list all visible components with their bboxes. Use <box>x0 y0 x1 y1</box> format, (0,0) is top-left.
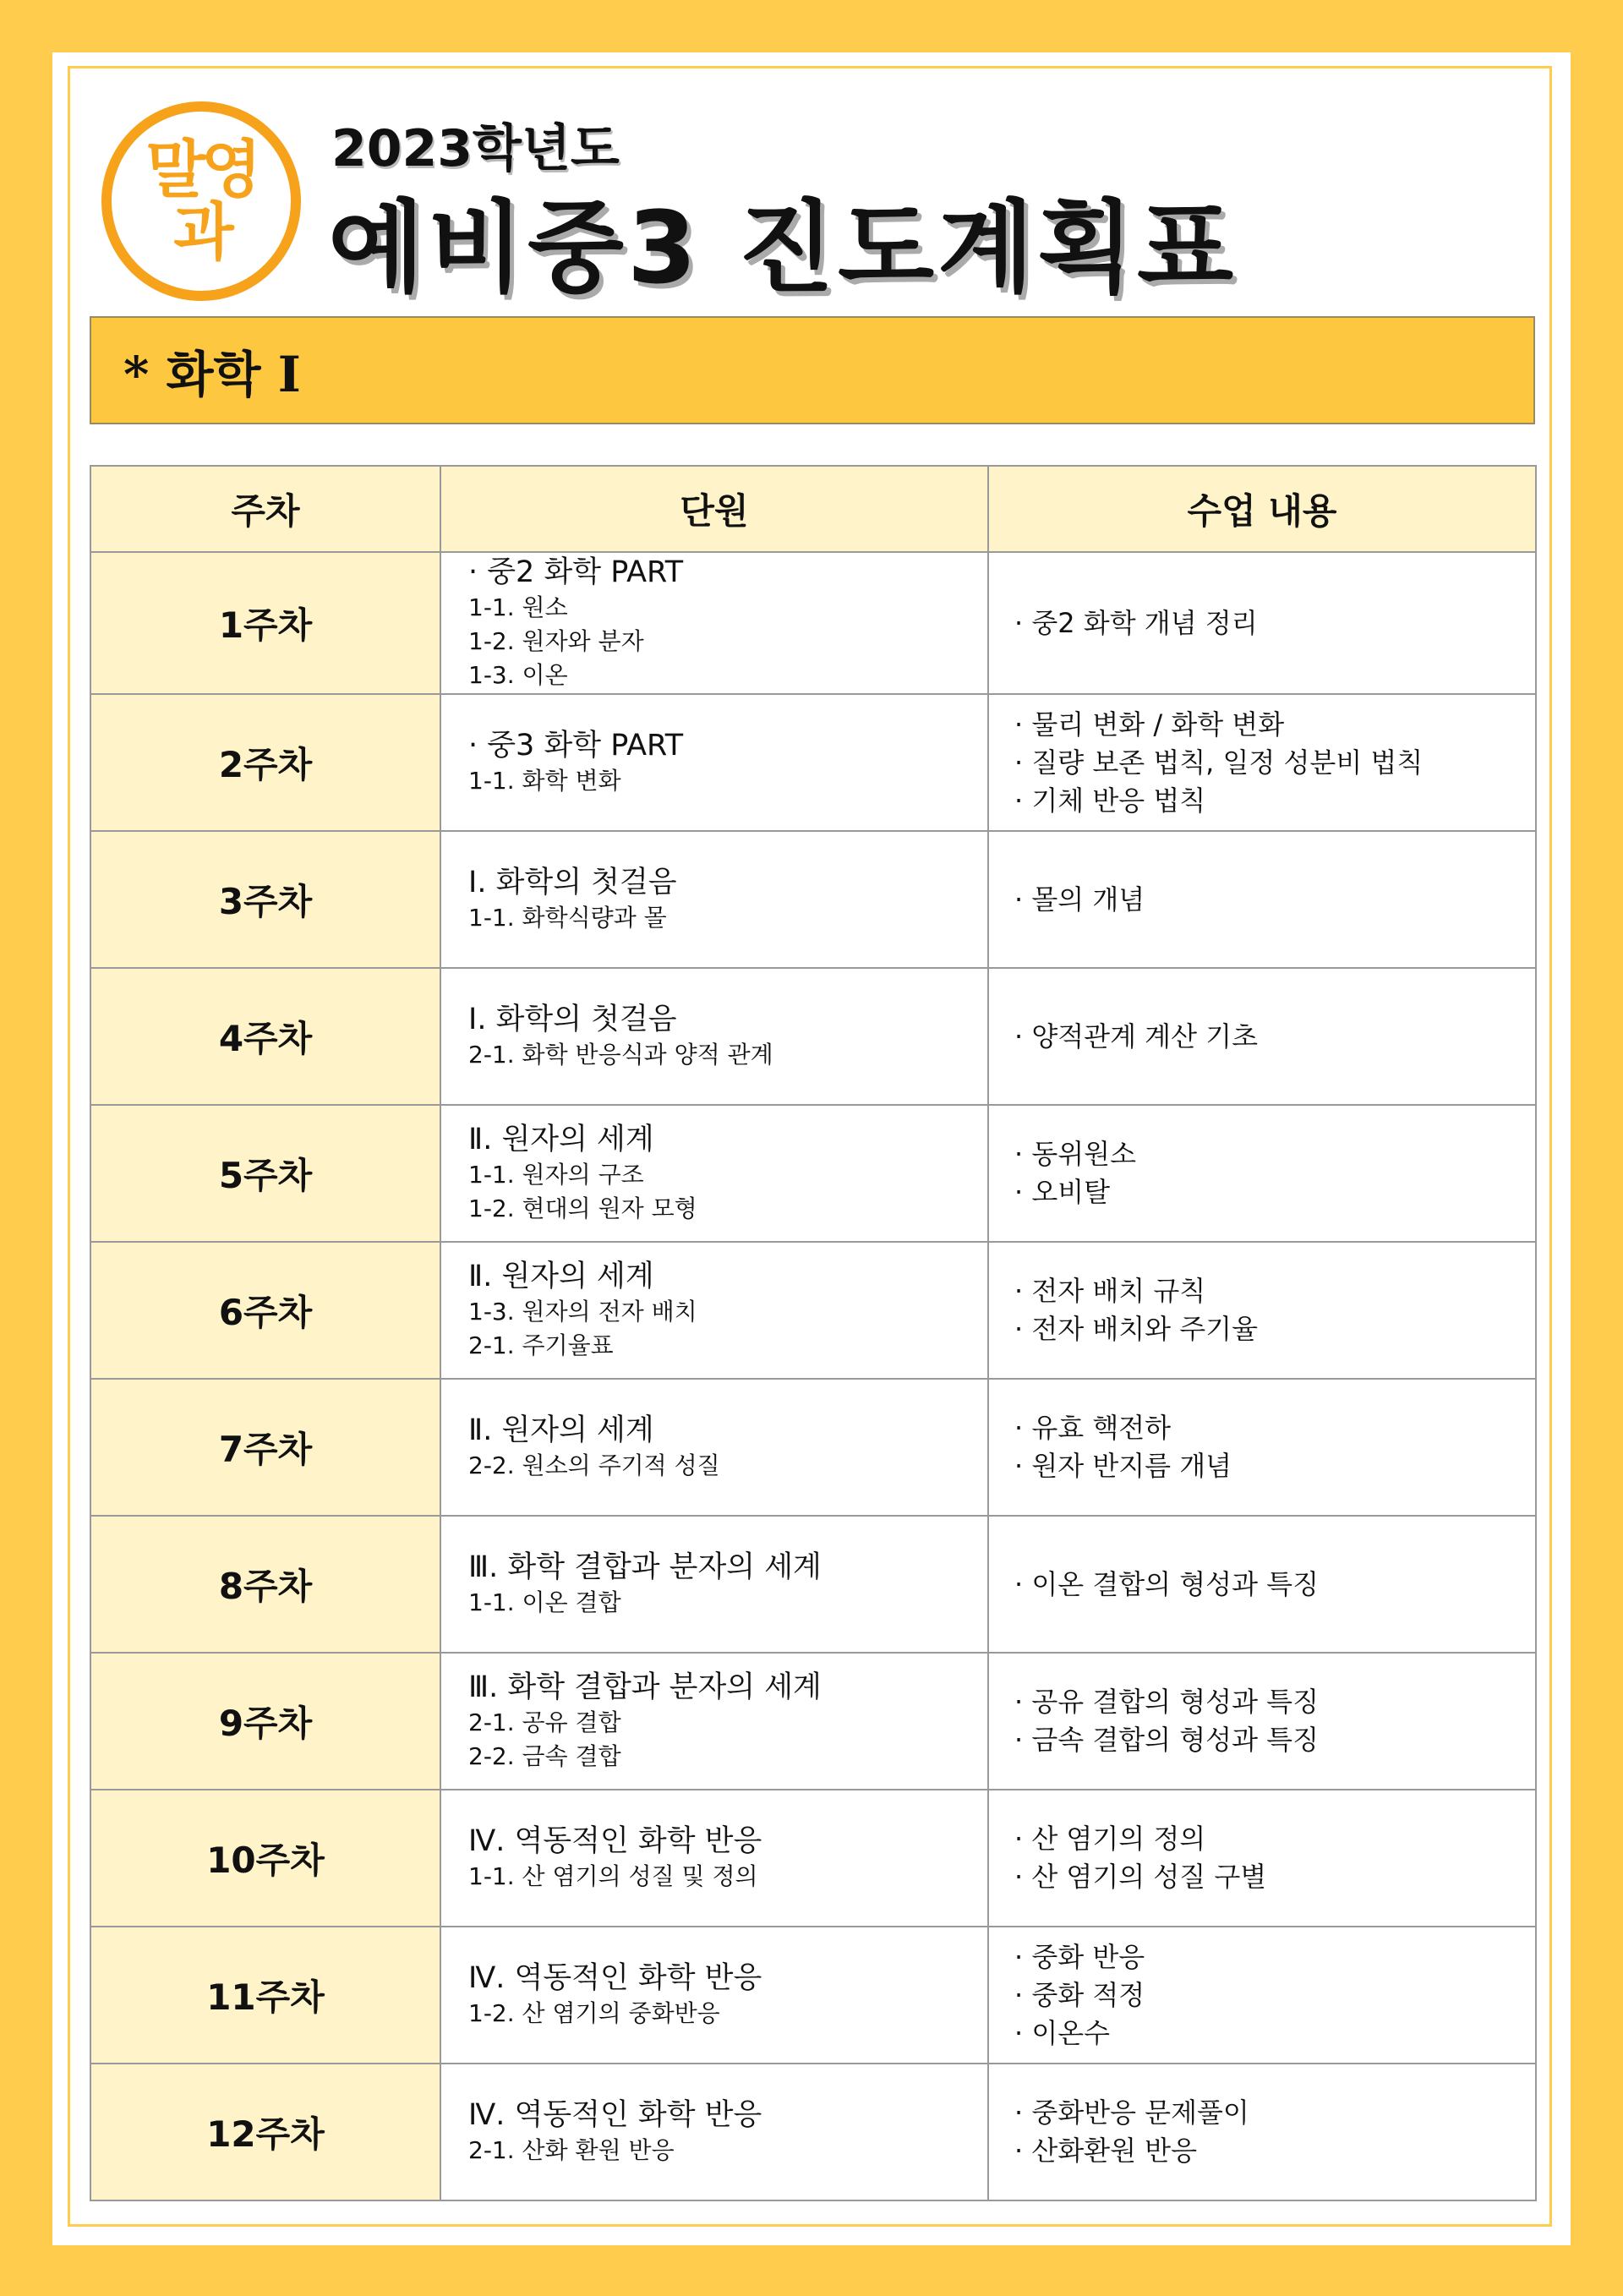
unit-title: Ⅲ. 화학 결합과 분자의 세계 <box>468 1550 822 1584</box>
content-cell <box>988 831 1536 968</box>
unit-cell <box>440 1653 988 1790</box>
unit-title: · 중3 화학 PART <box>468 729 684 763</box>
content-cell <box>988 1105 1536 1242</box>
table-row <box>90 1379 1536 1516</box>
content-cell <box>988 552 1536 694</box>
unit-title: Ⅲ. 화학 결합과 분자의 세계 <box>468 1670 822 1704</box>
table-row <box>90 831 1536 968</box>
table-row <box>90 1927 1536 2064</box>
unit-item: 1-1. 화학식량과 몰 <box>468 904 667 932</box>
unit-cell <box>440 1790 988 1927</box>
unit-item: 2-2. 금속 결합 <box>468 1742 621 1770</box>
content-cell <box>988 1653 1536 1790</box>
subject-bar <box>90 316 1535 424</box>
unit-title: Ⅰ. 화학의 첫걸음 <box>468 866 677 899</box>
header-week: 주차 <box>90 466 440 552</box>
logo <box>101 101 301 301</box>
schedule-table <box>90 465 1537 2201</box>
unit-title: Ⅱ. 원자의 세계 <box>468 1123 654 1156</box>
content-item: · 몰의 개념 <box>1014 883 1145 916</box>
unit-item: 1-1. 이온 결합 <box>468 1588 621 1616</box>
unit-item: 1-3. 이온 <box>468 661 568 689</box>
content-item: · 중화반응 문제풀이 <box>1014 2096 1249 2129</box>
header-unit: 단원 <box>440 466 988 552</box>
content-item: · 산 염기의 성질 구별 <box>1014 1861 1267 1893</box>
unit-item: 2-1. 산화 환원 반응 <box>468 2136 675 2164</box>
week-cell: 12주차 <box>90 2064 440 2200</box>
table-row <box>90 2064 1536 2200</box>
header-content: 수업 내용 <box>988 466 1536 552</box>
content-item: · 중화 적정 <box>1014 1978 1145 2011</box>
content-item: · 양적관계 계산 기초 <box>1014 1020 1258 1052</box>
table-body <box>90 552 1536 2200</box>
table-row <box>90 1790 1536 1927</box>
content-cell <box>988 968 1536 1105</box>
week-cell: 11주차 <box>90 1927 440 2064</box>
week-cell: 6주차 <box>90 1242 440 1379</box>
unit-item: 1-1. 원자의 구조 <box>468 1161 644 1189</box>
unit-cell <box>440 1379 988 1516</box>
week-cell: 8주차 <box>90 1516 440 1653</box>
unit-cell <box>440 831 988 968</box>
content-item: · 오비탈 <box>1014 1176 1111 1208</box>
content-item: · 기체 반응 법칙 <box>1014 784 1206 817</box>
unit-title: Ⅳ. 역동적인 화학 반응 <box>468 1824 762 1858</box>
table-row <box>90 694 1536 831</box>
unit-title: · 중2 화학 PART <box>468 555 684 589</box>
table-row <box>90 1516 1536 1653</box>
content-cell <box>988 1379 1536 1516</box>
unit-item: 2-1. 주기율표 <box>468 1331 614 1359</box>
content-item: · 유효 핵전하 <box>1014 1412 1172 1444</box>
unit-item: 1-1. 원소 <box>468 593 568 621</box>
unit-cell <box>440 1516 988 1653</box>
content-cell <box>988 2064 1536 2200</box>
unit-cell <box>440 2064 988 2200</box>
unit-title: Ⅱ. 원자의 세계 <box>468 1260 654 1293</box>
unit-item: 2-1. 공유 결합 <box>468 1708 621 1736</box>
week-cell: 7주차 <box>90 1379 440 1516</box>
content-cell <box>988 1790 1536 1927</box>
content-item: · 공유 결합의 형성과 특징 <box>1014 1686 1319 1718</box>
unit-cell <box>440 552 988 694</box>
week-cell: 3주차 <box>90 831 440 968</box>
unit-title: Ⅰ. 화학의 첫걸음 <box>468 1003 677 1036</box>
content-item: · 전자 배치와 주기율 <box>1014 1313 1258 1345</box>
unit-item: 1-2. 원자와 분자 <box>468 627 644 655</box>
week-cell: 4주차 <box>90 968 440 1105</box>
unit-item: 1-3. 원자의 전자 배치 <box>468 1298 697 1326</box>
table-row <box>90 552 1536 694</box>
unit-title: Ⅱ. 원자의 세계 <box>468 1413 654 1447</box>
unit-item: 2-2. 원소의 주기적 성질 <box>468 1451 720 1479</box>
unit-title: Ⅳ. 역동적인 화학 반응 <box>468 2098 762 2132</box>
content-cell <box>988 694 1536 831</box>
table-row <box>90 1105 1536 1242</box>
unit-item: 1-1. 산 염기의 성질 및 정의 <box>468 1862 758 1890</box>
content-cell <box>988 1242 1536 1379</box>
unit-item: 1-2. 산 염기의 중화반응 <box>468 1999 720 2027</box>
content-item: · 질량 보존 법칙, 일정 성분비 법칙 <box>1014 746 1424 779</box>
content-item: · 중화 반응 <box>1014 1940 1145 1973</box>
table-row <box>90 968 1536 1105</box>
unit-item: 1-2. 현대의 원자 모형 <box>468 1194 697 1222</box>
week-cell: 2주차 <box>90 694 440 831</box>
content-cell <box>988 1516 1536 1653</box>
unit-cell <box>440 1242 988 1379</box>
content-item: · 중2 화학 개념 정리 <box>1014 606 1258 639</box>
content-cell <box>988 1927 1536 2064</box>
content-item: · 산화환원 반응 <box>1014 2135 1197 2167</box>
unit-cell <box>440 968 988 1105</box>
content-item: · 물리 변화 / 화학 변화 <box>1014 708 1285 741</box>
page-year: 2023학년도 <box>331 119 620 178</box>
table-row <box>90 1242 1536 1379</box>
week-cell: 10주차 <box>90 1790 440 1927</box>
table-header-row <box>90 466 1536 552</box>
unit-cell <box>440 694 988 831</box>
content-item: · 이온수 <box>1014 2016 1111 2049</box>
week-cell: 1주차 <box>90 552 440 694</box>
page-title: 예비중3 진도계획표 <box>328 189 1238 306</box>
unit-title: Ⅳ. 역동적인 화학 반응 <box>468 1961 762 1995</box>
content-item: · 산 염기의 정의 <box>1014 1823 1206 1855</box>
subject-title: * 화학 Ⅰ <box>123 346 301 403</box>
content-item: · 전자 배치 규칙 <box>1014 1275 1206 1307</box>
content-item: · 이온 결합의 형성과 특징 <box>1014 1567 1319 1600</box>
week-cell: 9주차 <box>90 1653 440 1790</box>
week-cell: 5주차 <box>90 1105 440 1242</box>
unit-item: 1-1. 화학 변화 <box>468 767 621 795</box>
unit-item: 2-1. 화학 반응식과 양적 관계 <box>468 1041 773 1069</box>
table-row <box>90 1653 1536 1790</box>
content-item: · 원자 반지름 개념 <box>1014 1450 1232 1482</box>
content-item: · 금속 결합의 형성과 특징 <box>1014 1724 1319 1756</box>
unit-cell <box>440 1105 988 1242</box>
unit-cell <box>440 1927 988 2064</box>
logo-text: 말영과 <box>145 134 257 269</box>
content-item: · 동위원소 <box>1014 1138 1136 1170</box>
